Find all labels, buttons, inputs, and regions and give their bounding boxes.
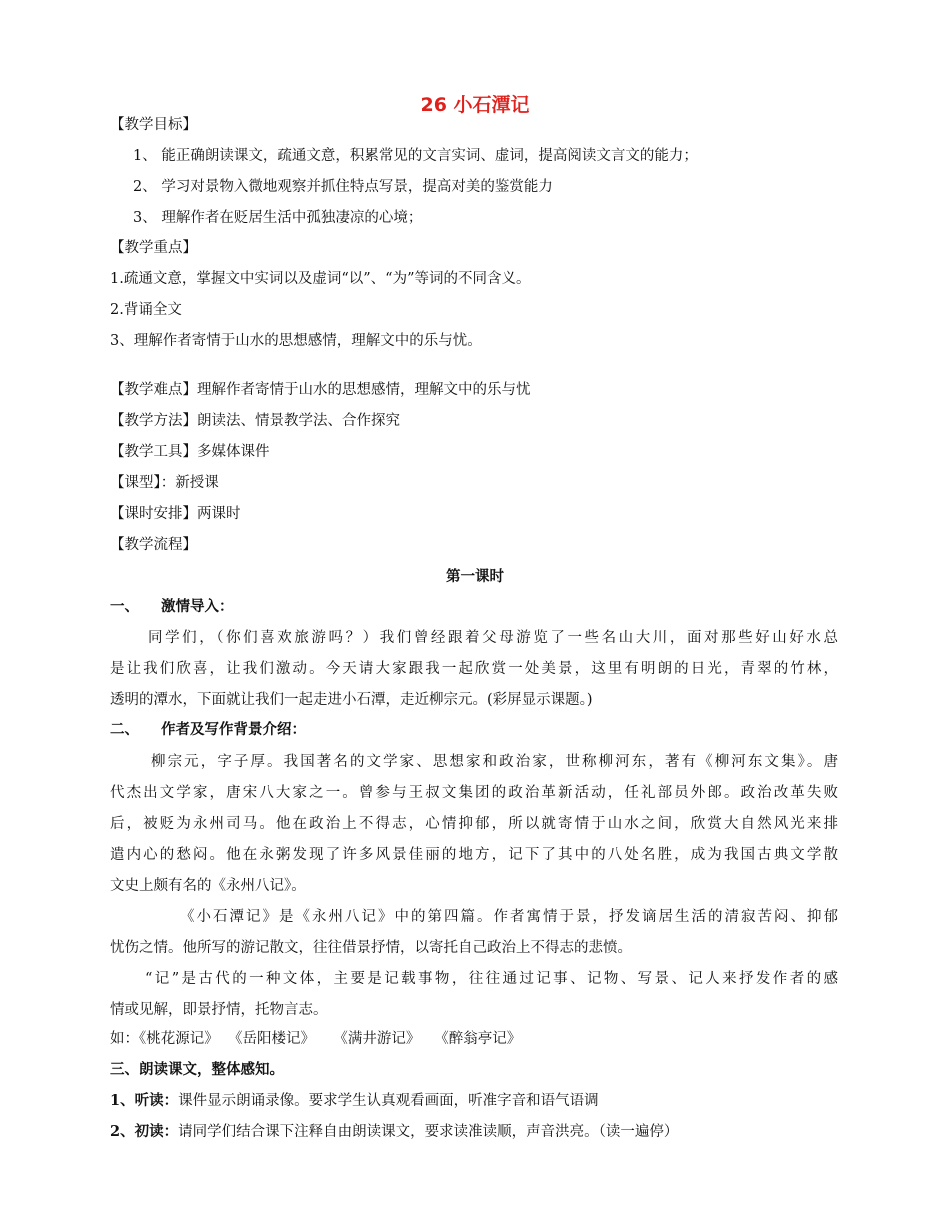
step-label: 1、听读： bbox=[110, 1092, 179, 1109]
section-number: 一、 bbox=[110, 598, 139, 615]
page-title: 26 小石潭记 bbox=[420, 94, 530, 116]
key-point-item: 3、理解作者寄情于山水的思想感情，理解文中的乐与忧。 bbox=[110, 333, 482, 349]
reading-step bbox=[110, 1091, 599, 1111]
key-point-item: 1.疏通文意，掌握文中实词以及虚词“以”、“为”等词的不同含义。 bbox=[110, 271, 531, 287]
paragraph-line: 柳宗元，字子厚。我国著名的文学家、思想家和政治家，世称柳河东，著有《柳河东文集》。唐 bbox=[151, 754, 838, 770]
lesson-type-line: 【课型】：新授课 bbox=[110, 475, 219, 491]
paragraph-line: 透明的潭水，下面就让我们一起走进小石潭，走近柳宗元。(彩屏显示课题。) bbox=[110, 692, 593, 708]
section-one-heading bbox=[110, 597, 234, 617]
step-text: 课件显示朗诵录像。要求学生认真观看画面，听准字音和语气语调 bbox=[178, 1093, 599, 1109]
section-title: 激情导入： bbox=[161, 598, 234, 615]
method-line: 【教学方法】朗读法、情景教学法、合作探究 bbox=[110, 413, 400, 429]
section-number: 二、 bbox=[110, 721, 139, 738]
objective-item: 1、 能正确朗读课文，疏通文意，积累常见的文言实词、虚词，提高阅读文言文的能力； bbox=[133, 148, 698, 164]
lesson-one-heading: 第一课时 bbox=[446, 569, 504, 585]
examples-label: 如： bbox=[110, 1031, 139, 1047]
difficulty-line: 【教学难点】理解作者寄情于山水的思想感情，理解文中的乐与忧 bbox=[110, 382, 531, 398]
key-point-item: 2.背诵全文 bbox=[110, 302, 182, 318]
example-title: 《醉翁亭记》 bbox=[434, 1031, 522, 1047]
paragraph-line: 文史上颇有名的《永州八记》。 bbox=[110, 878, 306, 894]
paragraph-line: 忧伤之情。他所写的游记散文，往往借景抒情，以寄托自己政治上不得志的悲愤。 bbox=[110, 940, 632, 956]
tools-line: 【教学工具】多媒体课件 bbox=[110, 444, 270, 460]
example-title: 《桃花源记》 bbox=[139, 1031, 219, 1047]
section-title: 作者及写作背景介绍： bbox=[161, 721, 306, 738]
paragraph-line: “记”是古代的一种文体，主要是记载事物，往往通过记事、记物、写景、记人来抒发作者的感 bbox=[145, 971, 838, 987]
objective-item: 3、 理解作者在贬居生活中孤独凄凉的心境； bbox=[133, 210, 423, 226]
paragraph-line: 《小石潭记》是《永州八记》中的第四篇。作者寓情于景，抒发谪居生活的清寂苦闷、抑郁 bbox=[180, 909, 838, 925]
section-three-heading: 三、朗读课文，整体感知。 bbox=[110, 1061, 284, 1078]
step-label: 2、初读： bbox=[110, 1123, 179, 1140]
paragraph-line: 情或见解，即景抒情，托物言志。 bbox=[110, 1002, 328, 1018]
paragraph-line: 后，被贬为永州司马。他在政治上不得志，心情抑郁，所以就寄情于山水之间，欣赏大自然风光来排 bbox=[110, 816, 838, 832]
paragraph-line: 遣内心的愁闷。他在永粥发现了许多风景佳丽的地方，记下了其中的八处名胜，成为我国古典文学散 bbox=[110, 847, 838, 863]
paragraph-line: 代杰出文学家，唐宋八大家之一。曾参与王叔文集团的政治革新活动，任礼部员外郎。政治改革失败 bbox=[110, 785, 838, 801]
reading-step bbox=[110, 1122, 678, 1142]
objectives-heading: 【教学目标】 bbox=[110, 117, 197, 133]
step-text: 请同学们结合课下注释自由朗读课文，要求读准读顺，声音洪亮。（读一遍停） bbox=[178, 1124, 679, 1140]
schedule-line: 【课时安排】两课时 bbox=[110, 506, 241, 522]
key-points-heading: 【教学重点】 bbox=[110, 240, 197, 256]
paragraph-line: 同学们，（你们喜欢旅游吗？）我们曾经跟着父母游览了一些名山大川，面对那些好山好水总 bbox=[148, 630, 838, 646]
paragraph-line: 是让我们欣喜，让我们激动。今天请大家跟我一起欣赏一处美景，这里有明朗的日光，青翠的竹林， bbox=[110, 661, 838, 677]
flow-heading: 【教学流程】 bbox=[110, 537, 197, 553]
objective-item: 2、 学习对景物入微地观察并抓住特点写景，提高对美的鉴赏能力 bbox=[133, 179, 553, 195]
section-two-heading bbox=[110, 720, 306, 740]
examples-line bbox=[110, 1029, 521, 1049]
example-title: 《满井游记》 bbox=[333, 1031, 421, 1047]
example-title: 《岳阳楼记》 bbox=[227, 1031, 315, 1047]
